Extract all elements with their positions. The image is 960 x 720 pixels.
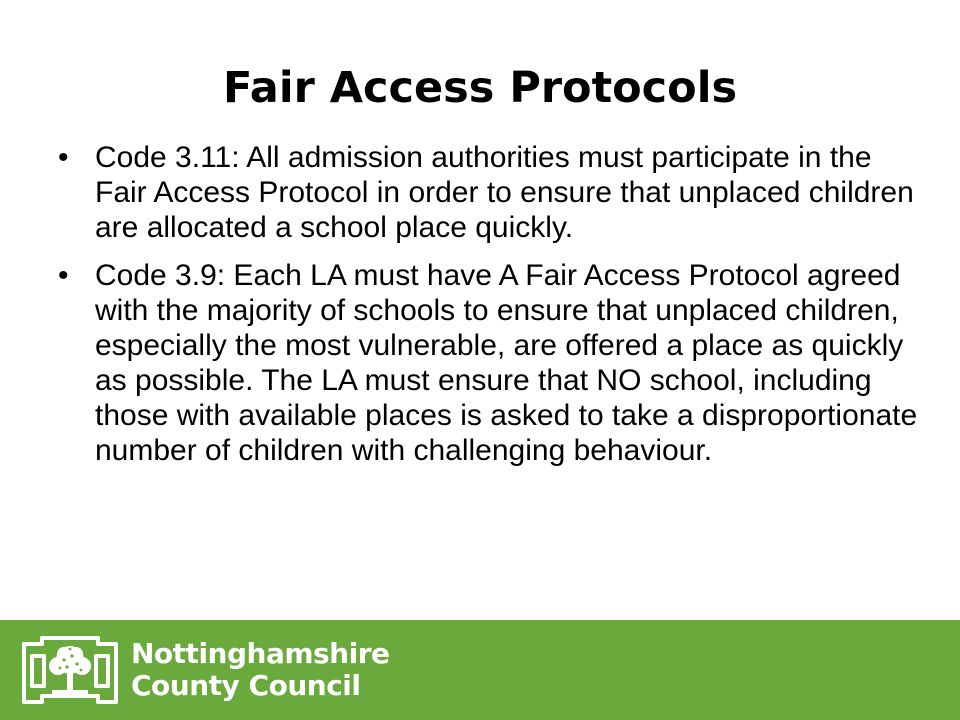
bullet-text: Code 3.11: All admission authorities must participate in the Fair Access Protocol in order to ensure that unplaced children are allocated a school place quickly. bbox=[95, 141, 914, 244]
bullet-marker: • bbox=[58, 259, 69, 292]
bullet-text: Code 3.9: Each LA must have A Fair Access Protocol agreed with the majority of schools to ensure that unplaced children, especially the most vulnerable, are offered a place as quickly as possible. The LA must ensure that NO school, including those with available places is asked to take a disproportionate number of children with challenging behaviour. bbox=[95, 259, 918, 467]
org-name-line2: County Council bbox=[131, 669, 361, 702]
slide-title: Fair Access Protocols bbox=[222, 63, 738, 113]
organization-logo-text bbox=[131, 638, 390, 702]
bullet-item-code-3-11 bbox=[58, 140, 918, 245]
tree-emblem-icon bbox=[20, 634, 120, 706]
bullet-item-code-3-9 bbox=[58, 258, 918, 468]
org-name-line1: Nottinghamshire bbox=[131, 637, 390, 670]
bullet-list bbox=[58, 140, 918, 481]
bullet-marker: • bbox=[58, 141, 69, 174]
